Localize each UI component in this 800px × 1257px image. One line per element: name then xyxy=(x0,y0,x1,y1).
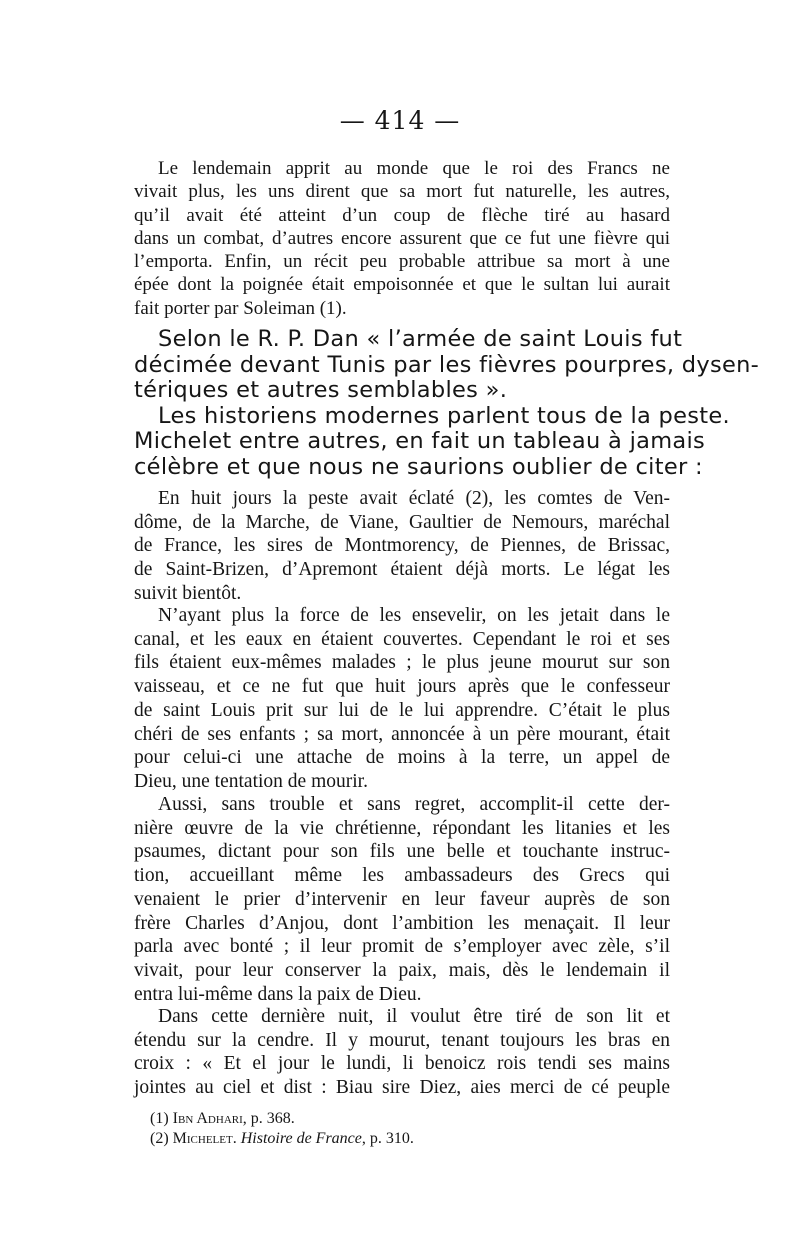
paragraph-2 xyxy=(134,326,760,480)
text-line: dans un combat, d’autres encore assurent que ce fut une fièvre qui xyxy=(134,227,670,249)
footnote-author: Ibn Adhari xyxy=(172,1110,243,1127)
text-line: parla avec bonté ; il leur promit de s’employer avec zèle, s’il xyxy=(134,936,670,958)
text-line: célèbre et que nous ne saurions oublier de citer : xyxy=(134,453,703,480)
footnotes xyxy=(150,1109,570,1149)
text-line: Dans cette dernière nuit, il voulut être tiré de son lit et xyxy=(158,1006,670,1027)
text-line: nière œuvre de la vie chrétienne, répondant les litanies et les xyxy=(134,817,670,839)
paragraph-1 xyxy=(134,157,670,320)
text-line: N’ayant plus la force de les ensevelir, on les jetait dans le xyxy=(158,605,670,626)
text-line: épée dont la poignée était empoisonnée et que le sultan lui aurait xyxy=(134,274,670,296)
text-line: suivit bientôt. xyxy=(134,582,242,604)
text-line: jointes au ciel et dist : Biau sire Diez, aies merci de cé peuple xyxy=(134,1077,670,1099)
footnote-author: Michelet xyxy=(172,1130,233,1147)
footnote-title: Histoire de France xyxy=(240,1130,362,1147)
text-line: Dieu, une tentation de mourir. xyxy=(134,770,368,792)
text-line: vivait, pour leur conserver la paix, mais, dès le lendemain il xyxy=(134,959,670,981)
text-line: Selon le R. P. Dan « l’armée de saint Louis fut xyxy=(158,326,683,352)
footnote-2: (2) Michelet. Histoire de France, p. 310. xyxy=(150,1130,414,1147)
quote-paragraph-2 xyxy=(134,604,670,794)
quote-paragraph-3 xyxy=(134,793,670,1006)
text-line: décimée devant Tunis par les fièvres pourpres, dysen- xyxy=(134,351,760,378)
text-line: fait porter par Soleiman (1). xyxy=(134,297,347,319)
text-line: venaient le prier d’intervenir en leur faveur auprès de son xyxy=(134,888,670,910)
text-line: Aussi, sans trouble et sans regret, accomplit-il cette der- xyxy=(158,794,670,815)
text-line: Les historiens modernes parlent tous de la peste. xyxy=(158,402,731,429)
text-line: entra lui-même dans la paix de Dieu. xyxy=(134,983,422,1005)
text-line: frère Charles d’Anjou, dont l’ambition les menaçait. Il leur xyxy=(134,912,670,934)
text-line: l’emporta. Enfin, un récit peu probable attribue sa mort à une xyxy=(134,251,670,273)
text-line: fils étaient eux-mêmes malades ; le plus jeune mourut sur son xyxy=(134,652,670,674)
text-line: de saint Louis prit sur lui de le lui apprendre. C’était le plus xyxy=(134,699,670,721)
page-number: — 414 — xyxy=(339,106,461,135)
text-line: pour celui-ci une attache de moins à la terre, un appel de xyxy=(134,747,670,769)
text-line: qu’il avait été atteint d’un coup de flèche tiré au hasard xyxy=(134,204,670,226)
text-line: croix : « Et el jour le lundi, li benoicz rois tendi ses mains xyxy=(134,1053,670,1075)
footnote-reference: , p. 310. xyxy=(361,1130,414,1147)
text-line: psaumes, dictant pour son fils une belle et touchante instruc- xyxy=(134,841,670,863)
text-line: de Saint-Brizen, d’Apremont étaient déjà morts. Le légat les xyxy=(134,559,670,581)
text-line: de France, les sires de Montmorency, de Piennes, de Brissac, xyxy=(134,535,670,557)
quote-paragraph-4 xyxy=(134,1005,670,1100)
text-line: En huit jours la peste avait éclaté (2), les comtes de Ven- xyxy=(158,488,670,509)
footnote-reference: , p. 368. xyxy=(242,1110,295,1127)
footnote-marker: (1) xyxy=(150,1110,169,1127)
footnote-1 xyxy=(150,1109,570,1129)
text-line: Le lendemain apprit au monde que le roi des Francs ne xyxy=(158,158,670,179)
text-line: vivait plus, les uns dirent que sa mort fut naturelle, les autres, xyxy=(134,181,670,203)
quote-paragraph-1 xyxy=(134,487,670,606)
text-line: dôme, de la Marche, de Viane, Gaultier de Nemours, maréchal xyxy=(134,511,670,533)
text-line: Michelet entre autres, en fait un tableau à jamais xyxy=(134,428,706,454)
footnote-marker: (2) xyxy=(150,1130,169,1147)
text-line: tion, accueillant même les ambassadeurs des Grecs qui xyxy=(134,865,670,887)
text-line: étendu sur la cendre. Il y mourut, tenant toujours les bras en xyxy=(134,1029,670,1051)
text-line: tériques et autres semblables ». xyxy=(134,377,508,403)
text-line: vaisseau, et ce ne fut que huit jours après que le confesseur xyxy=(134,676,670,698)
text-line: chéri de ses enfants ; sa mort, annoncée à un père mourant, était xyxy=(134,723,670,745)
text-line: canal, et les eaux en étaient couvertes. Cependant le roi et ses xyxy=(134,628,670,650)
